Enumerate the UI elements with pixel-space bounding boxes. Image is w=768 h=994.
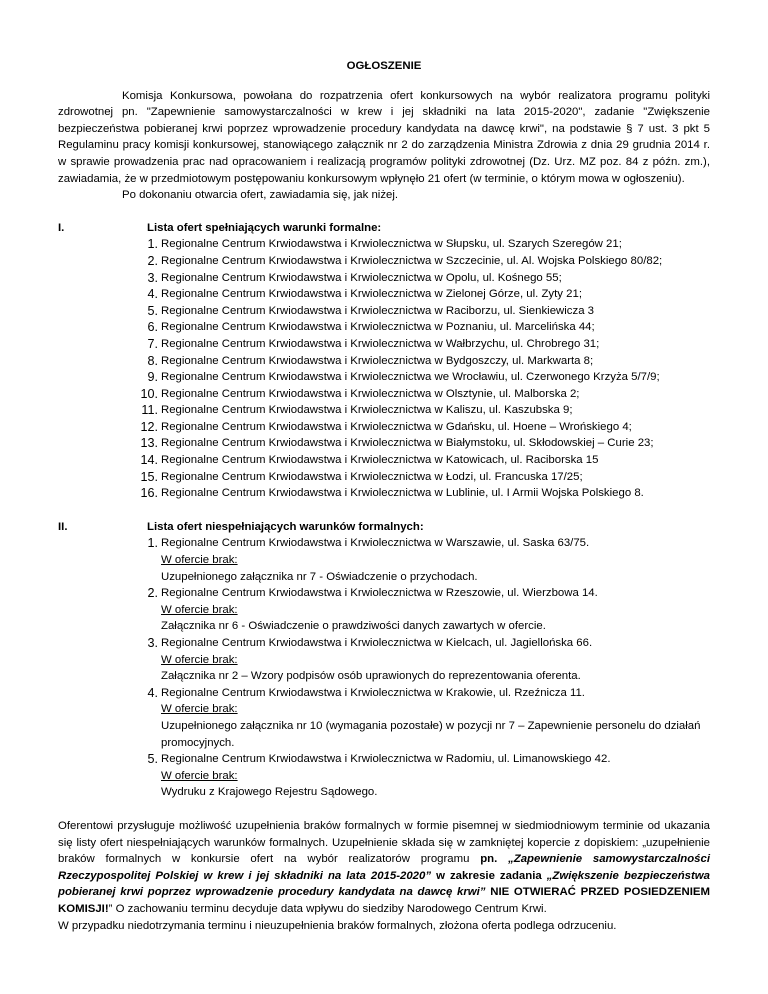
list-item	[147, 685, 710, 751]
list-item	[147, 319, 710, 336]
missing-item: Uzupełnionego załącznika nr 7 - Oświadczenie o przychodach.	[161, 570, 478, 583]
list-item	[147, 270, 710, 287]
item-text: Regionalne Centrum Krwiodawstwa i Krwiolecznictwa w Katowicach, ul. Raciborska 15	[161, 454, 599, 467]
formal-offers-list	[140, 236, 710, 502]
missing-label: W ofercie brak:	[161, 653, 238, 666]
item-number: 1.	[147, 237, 158, 252]
missing-item: Wydruku z Krajowego Rejestru Sądowego.	[161, 786, 378, 799]
missing-item: Załącznika nr 2 – Wzory podpisów osób uprawionych do reprezentowania oferenta.	[161, 670, 581, 683]
list-item	[147, 336, 710, 353]
missing-item: Załącznika nr 6 - Oświadczenie o prawdziwości danych zawartych w ofercie.	[161, 620, 546, 633]
item-text: Regionalne Centrum Krwiodawstwa i Krwiolecznictwa we Wrocławiu, ul. Czerwonego Krzyża 5/7/9;	[161, 371, 660, 384]
item-text: Regionalne Centrum Krwiodawstwa i Krwiolecznictwa w Rzeszowie, ul. Wierzbowa 14.	[161, 587, 598, 600]
item-number: 15.	[140, 469, 158, 484]
document-title: OGŁOSZENIE	[346, 60, 422, 72]
item-text: Regionalne Centrum Krwiodawstwa i Krwiolecznictwa w Krakowie, ul. Rzeźnicza 11.	[161, 686, 585, 699]
missing-label: W ofercie brak:	[161, 703, 238, 716]
item-number: 6.	[147, 320, 158, 335]
closing-program-name: „Zapewnienie samowystarczalności Rzeczypospolitej Polskiej w krew i jej składniki na lata 2015-2020”	[58, 853, 711, 882]
item-number: 16.	[140, 486, 158, 501]
item-number: 13.	[140, 436, 158, 451]
item-number: 5.	[147, 752, 158, 767]
item-text: Regionalne Centrum Krwiodawstwa i Krwiolecznictwa w Zielonej Górze, ul. Zyty 21;	[161, 288, 582, 301]
list-item	[140, 435, 710, 452]
closing-deadline-text: ” O zachowaniu terminu decyduje data wpływu do siedziby Narodowego Centrum Krwi.	[108, 902, 547, 915]
item-number: 14.	[140, 453, 158, 468]
list-item	[147, 535, 710, 585]
missing-label: W ofercie brak:	[161, 769, 238, 782]
list-item	[147, 369, 710, 386]
item-number: 4.	[147, 685, 158, 700]
list-item	[147, 635, 710, 685]
item-text: Regionalne Centrum Krwiodawstwa i Krwiolecznictwa w Raciborzu, ul. Sienkiewicza 3	[161, 304, 595, 317]
item-number: 1.	[147, 536, 158, 551]
missing-label: W ofercie brak:	[161, 554, 238, 567]
item-text: Regionalne Centrum Krwiodawstwa i Krwiolecznictwa w Kaliszu, ul. Kaszubska 9;	[161, 404, 573, 417]
item-text: Regionalne Centrum Krwiodawstwa i Krwiolecznictwa w Łodzi, ul. Francuska 17/25;	[161, 470, 583, 483]
list-item	[147, 303, 710, 320]
section-number: I.	[58, 221, 65, 234]
closing-do-not-open: NIE OTWIERAĆ PRZED POSIEDZENIEM KOMISJI!	[58, 886, 710, 915]
item-number: 10.	[140, 386, 158, 401]
item-text: Regionalne Centrum Krwiodawstwa i Krwiolecznictwa w Białymstoku, ul. Skłodowskiej – Curie 23;	[161, 437, 654, 450]
closing-text: Oferentowi przysługuje możliwość uzupełnienia braków formalnych w formie pisemnej w siedmiodniowym terminie od ukazania się listy ofert niespełniających warunków formalnych. Uzupełnienie składa się w zamkniętej kopercie z dopiskiem: „uzupełnienie braków formalnych w konkursie ofert na wybór realizatorów programu	[58, 819, 710, 866]
item-text: Regionalne Centrum Krwiodawstwa i Krwiolecznictwa w Gdańsku, ul. Hoene – Wrońskiego 4;	[161, 420, 632, 433]
section-title: Lista ofert spełniających warunki formalne:	[147, 221, 382, 234]
item-text: Regionalne Centrum Krwiodawstwa i Krwiolecznictwa w Kielcach, ul. Jagiellońska 66.	[161, 637, 593, 649]
list-item	[140, 452, 710, 469]
item-number: 3.	[147, 270, 158, 285]
list-item	[147, 286, 710, 303]
item-number: 5.	[147, 303, 158, 318]
section-formal-offers	[58, 220, 710, 502]
closing-paragraph	[58, 818, 710, 918]
list-item	[147, 585, 710, 635]
item-number: 9.	[147, 370, 158, 385]
closing-task-intro: w zakresie zadania	[431, 869, 547, 882]
list-item	[140, 485, 710, 502]
item-text: Regionalne Centrum Krwiodawstwa i Krwiolecznictwa w Poznaniu, ul. Marcelińska 44;	[161, 321, 595, 334]
item-number: 11.	[141, 403, 158, 418]
item-number: 4.	[147, 287, 158, 302]
list-item	[147, 236, 710, 253]
section-title: Lista ofert niespełniających warunków formalnych:	[147, 520, 424, 533]
intro-second-paragraph: Po dokonaniu otwarcia ofert, zawiadamia się, jak niżej.	[122, 189, 399, 202]
closing-rejection-paragraph: W przypadku niedotrzymania terminu i nieuzupełnienia braków formalnych, złożona oferta podlega odrzuceniu.	[58, 919, 617, 932]
item-text: Regionalne Centrum Krwiodawstwa i Krwiolecznictwa w Bydgoszczy, ul. Markwarta 8;	[161, 354, 594, 367]
item-text: Regionalne Centrum Krwiodawstwa i Krwiolecznictwa w Szczecinie, ul. Al. Wojska Polskiego 80/82;	[161, 254, 663, 267]
item-number: 8.	[147, 353, 158, 368]
missing-item: Uzupełnionego załącznika nr 10 (wymagania pozostałe) w pozycji nr 7 – Zapewnienie personelu do działań promocyjnych.	[161, 719, 701, 749]
nonformal-offers-list	[147, 535, 710, 801]
list-item	[140, 419, 710, 436]
list-item	[147, 751, 710, 801]
item-number: 3.	[147, 636, 158, 650]
list-item	[141, 402, 710, 419]
item-text: Regionalne Centrum Krwiodawstwa i Krwiolecznictwa w Wałbrzychu, ul. Chrobrego 31;	[161, 337, 600, 350]
item-text: Regionalne Centrum Krwiodawstwa i Krwiolecznictwa w Słupsku, ul. Szarych Szeregów 21;	[161, 238, 622, 251]
item-number: 12.	[140, 419, 158, 434]
item-text: Regionalne Centrum Krwiodawstwa i Krwiolecznictwa w Lublinie, ul. I Armii Wojska Polskiego 8.	[161, 487, 644, 500]
list-item	[147, 353, 710, 370]
item-text: Regionalne Centrum Krwiodawstwa i Krwiolecznictwa w Warszawie, ul. Saska 63/75.	[161, 537, 590, 550]
item-number: 2.	[147, 253, 158, 268]
missing-label: W ofercie brak:	[161, 603, 238, 616]
list-item	[140, 469, 710, 486]
section-number: II.	[58, 520, 68, 533]
item-text: Regionalne Centrum Krwiodawstwa i Krwiolecznictwa w Olsztynie, ul. Malborska 2;	[161, 387, 580, 400]
item-text: Regionalne Centrum Krwiodawstwa i Krwiolecznictwa w Radomiu, ul. Limanowskiego 42.	[161, 753, 611, 766]
list-item	[140, 386, 710, 403]
closing-pn: pn.	[480, 853, 509, 866]
item-number: 7.	[147, 336, 158, 351]
closing-task-name: „Zwiększenie bezpieczeństwa pobieranej krwi poprzez wprowadzenie procedury kandydata na dawcę krwi”	[58, 869, 710, 899]
section-nonformal-offers	[58, 519, 710, 801]
intro-paragraph: Komisja Konkursowa, powołana do rozpatrzenia ofert konkursowych na wybór realizatora programu polityki zdrowotnej pn. "Zapewnienie samowystarczalności w krew i jej składniki na lata 2015-2020", zadanie "Zwiększenie bezpieczeństwa pobieranej krwi poprzez wprowadzenie procedury kandydata na dawcę krwi", na podstawie § 7 ust. 3 pkt 5 Regulaminu pracy komisji konkursowej, stanowiącego załącznik nr 2 do zarządzenia Ministra Zdrowia z dnia 29 grudnia 2014 r. w sprawie prowadzenia prac nad opracowaniem i realizacją programów polityki zdrowotnej (Dz. Urz. MZ poz. 84 z późn. zm.), zawiadamia, że w przedmiotowym postępowaniu konkursowym wpłynęło 21 ofert (w terminie, o którym mowa w ogłoszeniu).	[58, 89, 710, 185]
list-item	[147, 253, 710, 270]
item-text: Regionalne Centrum Krwiodawstwa i Krwiolecznictwa w Opolu, ul. Kośnego 55;	[161, 271, 562, 284]
item-number: 2.	[147, 586, 158, 601]
